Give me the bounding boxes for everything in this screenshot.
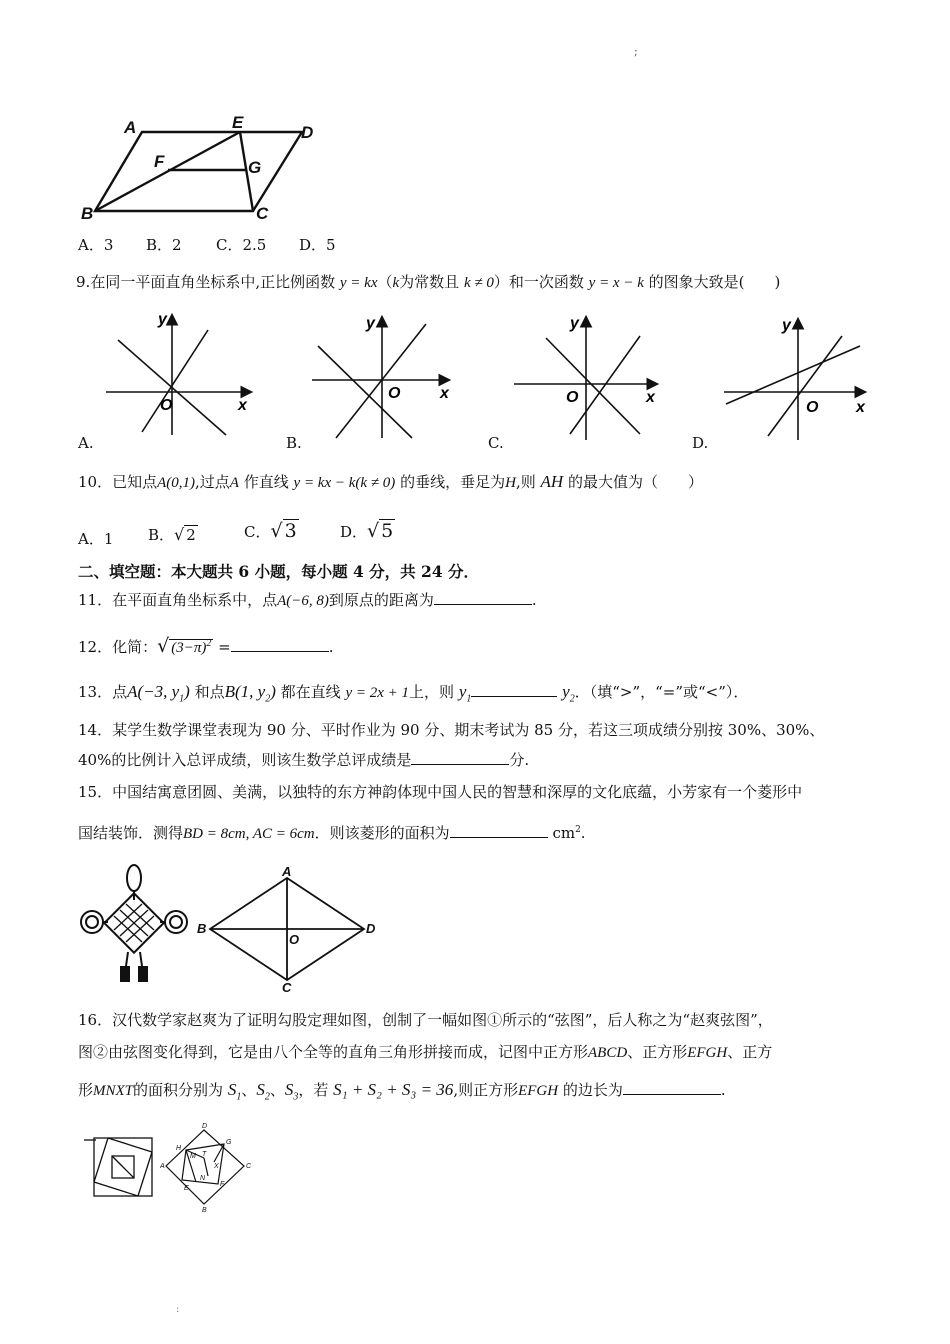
fig2-label-a: A [160,1163,165,1170]
graph-b-x: x [440,385,449,402]
graph-d-y: y [782,317,791,334]
q8-option-a: A．3 [78,236,114,254]
q12-answer-blank[interactable] [231,637,329,652]
q9-label-a: A. [78,434,94,452]
graph-a-origin: O [160,397,173,414]
graph-c [514,318,656,440]
fig2-label-t: T [202,1151,207,1158]
graph-c-origin: O [566,389,579,406]
fig2-label-g: G [226,1139,232,1146]
zhao-shuang-figure-1 [82,1134,156,1198]
q9-question: 9.在同一平面直角坐标系中,正比例函数 y = kx（k为常数且 k ≠ 0）和一次函数 y = x − k 的图象大致是( ) [76,273,781,291]
q15-answer-blank[interactable] [450,823,548,838]
graph-c-y: y [570,315,579,332]
label-e: E [232,115,244,132]
q16-line2: 图②由弦图变化得到，它是由八个全等的直角三角形拼接而成，记图中正方形ABCD、正方形EFGH、正方 [78,1043,773,1061]
fig2-label-e: E [184,1185,189,1192]
rhombus-label-a: A [282,864,292,879]
q14-line2: 40%的比例计入总评成绩，则该生数学总评成绩是 分. [78,751,530,769]
fig2-label-n: N [200,1175,206,1182]
rhombus-label-c: C [282,980,292,992]
fig2-label-x: X [214,1163,219,1170]
q10-question: 10．已知点A(0,1),过点A 作直线 y = kx − k(k ≠ 0) 的垂线，垂足为H,则 AH 的最大值为（ ） [78,472,703,491]
fig2-label-h: H [176,1145,182,1152]
q10-option-b: B．√ 2 [148,525,196,544]
q13-answer-blank[interactable] [471,682,557,697]
rhombus-figure [192,864,382,992]
q8-option-b: B．2 [146,236,182,254]
label-g: G [248,158,262,177]
q14-answer-blank[interactable] [411,750,509,765]
fig2-label-b: B [202,1207,207,1212]
q9-label-c: C. [488,434,504,452]
graph-d [724,320,864,440]
q11-question: 11．在平面直角坐标系中，点A(−6, 8)到原点的距离为 . [78,591,537,609]
graph-a-y: y [158,311,167,328]
graph-d-origin: O [806,399,819,416]
graph-b-y: y [366,315,375,332]
q16-line3: 形MNXT的面积分别为 $S_1$、$S_2$、$S_3$，若 S₁ + S₂ + S₃ = 36,则正方形EFGH 的边长为 . [78,1080,726,1103]
q8-option-c: C．2.5 [216,236,267,254]
q8-option-d: D．5 [299,236,336,254]
q10-option-d: D．√ 5 [340,520,394,542]
q9-label-d: D. [692,434,709,452]
graph-a [106,316,250,435]
graph-b [312,318,448,438]
q16-line1: 16．汉代数学家赵爽为了证明勾股定理如图，创制了一幅如图①所示的“弦图”，后人称之为“赵爽弦图”， [78,1011,773,1029]
q15-line1: 15．中国结寓意团圆、美满，以独特的东方神韵体现中国人民的智慧和深厚的文化底蕴，小芳家有一个菱形中 [78,783,803,801]
fig2-label-d: D [202,1123,208,1130]
stray-mark-bottom: : [176,1304,180,1315]
rhombus-label-b: B [197,921,207,936]
graph-d-x: x [856,399,865,416]
chinese-knot-image [78,860,193,988]
graph-c-x: x [646,389,655,406]
q12-question: 12．化简：√ $(3-\pi)^2$ = . [78,635,334,657]
graph-a-x: x [238,397,247,414]
q9-graph-options [100,310,880,450]
graph-b-origin: O [388,385,401,402]
label-b: B [81,204,94,223]
q15-line2: 国结装饰．测得BD = 8cm, AC = 6cm．则该菱形的面积为 $cm^2$. [78,824,586,842]
fig2-label-m: M [190,1153,196,1160]
rhombus-label-o: O [289,932,300,947]
q11-answer-blank[interactable] [434,590,532,605]
q10-option-a: A．1 [78,530,114,548]
label-d: D [301,123,314,142]
label-c: C [256,204,269,223]
q13-question: 13．点A(−3, $y_1$) 和点B(1, $y_2$) 都在直线 y = 2x + 1上，则 $y_1$ $y_2$．（填“>”，“=”或“<”）． [78,682,749,705]
zhao-shuang-figure-2 [160,1120,256,1212]
section-heading: 二、填空题：本大题共 6 小题，每小题 4 分，共 24 分． [78,562,480,581]
rhombus-label-d: D [366,921,376,936]
q14-line1: 14．某学生数学课堂表现为 90 分、平时作业为 90 分、期末考试为 85 分，若这三项成绩分别按 30%、30%、 [78,721,825,739]
fig2-label-c: C [246,1163,252,1170]
label-a: A [124,118,137,137]
q10-option-c: C．√ 3 [244,520,297,542]
label-f: F [154,152,165,171]
fig2-label-f: F [220,1181,225,1188]
parallelogram-figure [76,115,326,225]
q9-label-b: B. [286,434,302,452]
q16-answer-blank[interactable] [623,1080,721,1095]
stray-mark-top: ; [634,45,638,58]
